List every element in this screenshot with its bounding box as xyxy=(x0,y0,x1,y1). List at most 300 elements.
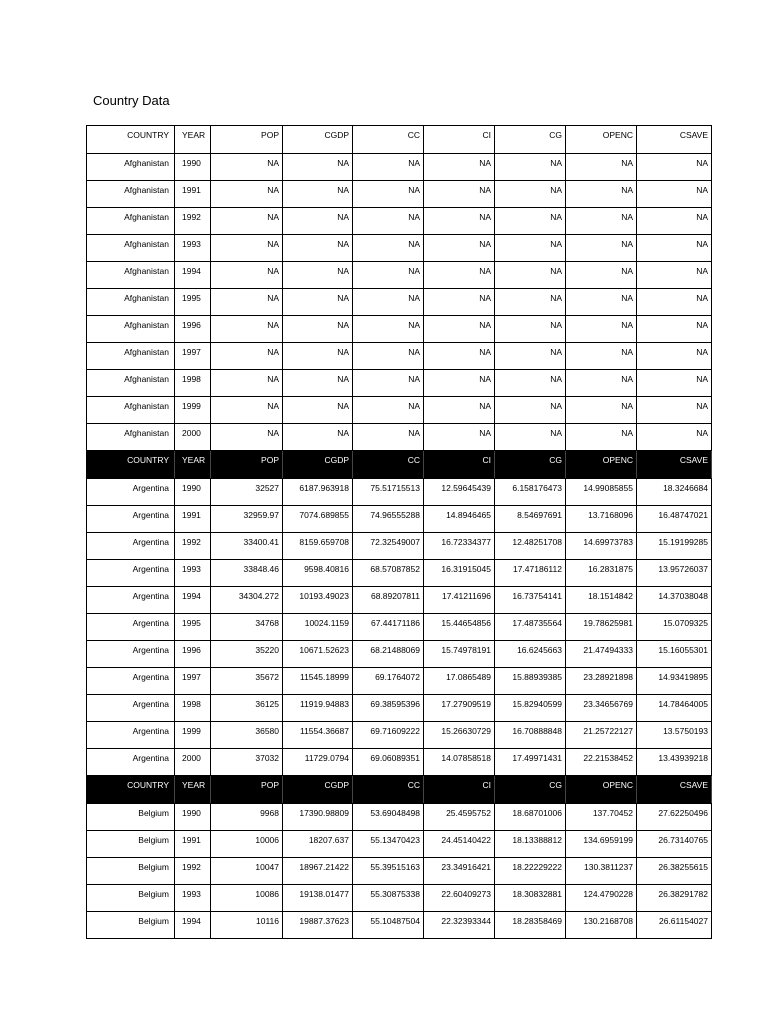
table-cell: 1996 xyxy=(175,316,211,343)
table-cell: NA xyxy=(424,181,495,208)
table-row xyxy=(87,912,712,939)
table-cell: NA xyxy=(211,316,283,343)
table-cell: 11729.0794 xyxy=(283,749,353,776)
table-cell: 75.51715513 xyxy=(353,479,424,506)
table-cell: 26.61154027 xyxy=(637,912,712,939)
table-cell: NA xyxy=(283,397,353,424)
table-cell: 26.38291782 xyxy=(637,885,712,912)
table-cell: 17.27909519 xyxy=(424,695,495,722)
table-row xyxy=(87,587,712,614)
column-header: COUNTRY xyxy=(87,776,175,804)
column-header: OPENC xyxy=(566,776,637,804)
table-cell: NA xyxy=(566,181,637,208)
table-cell: 1993 xyxy=(175,560,211,587)
table-cell: 69.71609222 xyxy=(353,722,424,749)
table-cell: 16.72334377 xyxy=(424,533,495,560)
table-cell: 27.62250496 xyxy=(637,804,712,831)
table-cell: 10006 xyxy=(211,831,283,858)
table-row xyxy=(87,804,712,831)
column-header: CGDP xyxy=(283,126,353,154)
table-cell: 1992 xyxy=(175,533,211,560)
table-cell: 23.34916421 xyxy=(424,858,495,885)
table-cell: 16.70888848 xyxy=(495,722,566,749)
table-row xyxy=(87,424,712,451)
table-cell: NA xyxy=(353,397,424,424)
table-cell: 1998 xyxy=(175,695,211,722)
table-cell: Argentina xyxy=(87,533,175,560)
table-cell: 16.48747021 xyxy=(637,506,712,533)
table-cell: 23.28921898 xyxy=(566,668,637,695)
table-cell: NA xyxy=(566,343,637,370)
table-cell: 8159.659708 xyxy=(283,533,353,560)
table-cell: Afghanistan xyxy=(87,370,175,397)
column-header: CSAVE xyxy=(637,451,712,479)
table-cell: NA xyxy=(424,343,495,370)
table-cell: NA xyxy=(637,397,712,424)
table-cell: Afghanistan xyxy=(87,343,175,370)
table-cell: 1993 xyxy=(175,235,211,262)
table-cell: 23.34656769 xyxy=(566,695,637,722)
table-cell: Afghanistan xyxy=(87,208,175,235)
table-cell: Afghanistan xyxy=(87,181,175,208)
table-cell: NA xyxy=(353,208,424,235)
table-cell: NA xyxy=(637,289,712,316)
table-cell: NA xyxy=(211,370,283,397)
table-cell: 15.19199285 xyxy=(637,533,712,560)
table-cell: 16.2831875 xyxy=(566,560,637,587)
table-cell: 18.30832881 xyxy=(495,885,566,912)
table-cell: 14.69973783 xyxy=(566,533,637,560)
table-cell: 2000 xyxy=(175,749,211,776)
table-cell: 55.13470423 xyxy=(353,831,424,858)
table-cell: 10086 xyxy=(211,885,283,912)
table-cell: Argentina xyxy=(87,479,175,506)
table-cell: NA xyxy=(637,370,712,397)
table-row xyxy=(87,262,712,289)
table-row xyxy=(87,533,712,560)
table-row xyxy=(87,154,712,181)
table-cell: 18.1514842 xyxy=(566,587,637,614)
table-cell: Argentina xyxy=(87,587,175,614)
table-cell: 16.31915045 xyxy=(424,560,495,587)
table-cell: 14.07858518 xyxy=(424,749,495,776)
table-cell: NA xyxy=(353,181,424,208)
table-cell: NA xyxy=(424,289,495,316)
table-cell: 10671.52623 xyxy=(283,641,353,668)
page-title: Country Data xyxy=(93,93,170,108)
table-cell: 19.78625981 xyxy=(566,614,637,641)
column-header: COUNTRY xyxy=(87,451,175,479)
table-cell: 1991 xyxy=(175,506,211,533)
table-cell: Argentina xyxy=(87,722,175,749)
column-header: CG xyxy=(495,776,566,804)
table-cell: Argentina xyxy=(87,749,175,776)
table-cell: 33400.41 xyxy=(211,533,283,560)
table-cell: 67.44171186 xyxy=(353,614,424,641)
table-row xyxy=(87,370,712,397)
table-cell: NA xyxy=(495,154,566,181)
table-row xyxy=(87,614,712,641)
table-cell: NA xyxy=(566,424,637,451)
table-cell: 17.0865489 xyxy=(424,668,495,695)
table-cell: NA xyxy=(353,154,424,181)
table-cell: 6187.963918 xyxy=(283,479,353,506)
table-cell: NA xyxy=(283,343,353,370)
table-cell: NA xyxy=(637,208,712,235)
table-row xyxy=(87,506,712,533)
table-row xyxy=(87,885,712,912)
table-cell: 1995 xyxy=(175,289,211,316)
table-cell: 18207.637 xyxy=(283,831,353,858)
table-cell: NA xyxy=(424,316,495,343)
table-header-row xyxy=(87,776,712,804)
table-cell: 74.96555288 xyxy=(353,506,424,533)
column-header: CSAVE xyxy=(637,126,712,154)
table-cell: NA xyxy=(283,262,353,289)
table-cell: 21.25722127 xyxy=(566,722,637,749)
table-cell: NA xyxy=(283,154,353,181)
table-cell: 37032 xyxy=(211,749,283,776)
table-row xyxy=(87,668,712,695)
table-cell: 68.21488069 xyxy=(353,641,424,668)
table-cell: 7074.689855 xyxy=(283,506,353,533)
table-cell: 17.49971431 xyxy=(495,749,566,776)
table-header-row xyxy=(87,126,712,154)
table-cell: 35220 xyxy=(211,641,283,668)
table-cell: Argentina xyxy=(87,695,175,722)
table-cell: 1992 xyxy=(175,858,211,885)
table-cell: 14.8946465 xyxy=(424,506,495,533)
table-cell: 1994 xyxy=(175,262,211,289)
table-cell: 16.73754141 xyxy=(495,587,566,614)
table-cell: 14.93419895 xyxy=(637,668,712,695)
column-header: CG xyxy=(495,451,566,479)
table-cell: Argentina xyxy=(87,641,175,668)
table-cell: Afghanistan xyxy=(87,424,175,451)
table-header-row xyxy=(87,451,712,479)
table-cell: 18967.21422 xyxy=(283,858,353,885)
table-cell: NA xyxy=(495,316,566,343)
column-header: CGDP xyxy=(283,451,353,479)
table-cell: 15.88939385 xyxy=(495,668,566,695)
column-header: CI xyxy=(424,776,495,804)
table-cell: NA xyxy=(424,397,495,424)
table-cell: 1996 xyxy=(175,641,211,668)
table-cell: 13.7168096 xyxy=(566,506,637,533)
table-cell: NA xyxy=(495,208,566,235)
table-cell: 11554.36687 xyxy=(283,722,353,749)
column-header: POP xyxy=(211,126,283,154)
table-row xyxy=(87,560,712,587)
table-cell: 35672 xyxy=(211,668,283,695)
table-cell: 12.59645439 xyxy=(424,479,495,506)
table-cell: NA xyxy=(637,424,712,451)
table-cell: Afghanistan xyxy=(87,289,175,316)
table-cell: 18.28358469 xyxy=(495,912,566,939)
table-cell: 130.3811237 xyxy=(566,858,637,885)
table-cell: 13.5750193 xyxy=(637,722,712,749)
table-cell: NA xyxy=(211,397,283,424)
table-cell: NA xyxy=(566,316,637,343)
table-cell: 14.78464005 xyxy=(637,695,712,722)
table-cell: 10047 xyxy=(211,858,283,885)
table-row xyxy=(87,289,712,316)
table-cell: 13.95726037 xyxy=(637,560,712,587)
table-cell: 69.1764072 xyxy=(353,668,424,695)
table-row xyxy=(87,181,712,208)
table-cell: NA xyxy=(495,262,566,289)
table-cell: 1998 xyxy=(175,370,211,397)
table-cell: 1992 xyxy=(175,208,211,235)
column-header: YEAR xyxy=(175,776,211,804)
table-cell: NA xyxy=(353,370,424,397)
table-cell: 1997 xyxy=(175,668,211,695)
table-cell: NA xyxy=(495,370,566,397)
table-cell: NA xyxy=(566,208,637,235)
table-cell: 16.6245663 xyxy=(495,641,566,668)
table-cell: 17.47186112 xyxy=(495,560,566,587)
table-cell: 24.45140422 xyxy=(424,831,495,858)
table-cell: NA xyxy=(211,289,283,316)
table-cell: Afghanistan xyxy=(87,154,175,181)
table-cell: NA xyxy=(353,289,424,316)
table-cell: 18.3246684 xyxy=(637,479,712,506)
table-cell: 15.16055301 xyxy=(637,641,712,668)
table-cell: 11919.94883 xyxy=(283,695,353,722)
table-cell: Argentina xyxy=(87,614,175,641)
table-cell: NA xyxy=(566,370,637,397)
table-cell: Belgium xyxy=(87,804,175,831)
table-cell: NA xyxy=(637,262,712,289)
table-cell: 11545.18999 xyxy=(283,668,353,695)
table-cell: Afghanistan xyxy=(87,235,175,262)
table-cell: NA xyxy=(211,235,283,262)
table-cell: NA xyxy=(353,316,424,343)
table-cell: 33848.46 xyxy=(211,560,283,587)
table-cell: NA xyxy=(637,316,712,343)
table-cell: 25.4595752 xyxy=(424,804,495,831)
table-cell: NA xyxy=(424,154,495,181)
table-cell: Argentina xyxy=(87,560,175,587)
table-cell: 1990 xyxy=(175,479,211,506)
table-row xyxy=(87,235,712,262)
table-cell: NA xyxy=(283,370,353,397)
table-cell: 36125 xyxy=(211,695,283,722)
table-cell: NA xyxy=(211,154,283,181)
table-cell: 32959.97 xyxy=(211,506,283,533)
table-row xyxy=(87,858,712,885)
table-cell: 15.26630729 xyxy=(424,722,495,749)
table-cell: NA xyxy=(283,208,353,235)
table-cell: Argentina xyxy=(87,668,175,695)
table-cell: 55.39515163 xyxy=(353,858,424,885)
table-cell: NA xyxy=(211,424,283,451)
table-cell: NA xyxy=(495,235,566,262)
table-cell: 32527 xyxy=(211,479,283,506)
table-cell: 8.54697691 xyxy=(495,506,566,533)
table-cell: NA xyxy=(495,181,566,208)
column-header: CI xyxy=(424,451,495,479)
table-cell: Afghanistan xyxy=(87,316,175,343)
table-cell: Belgium xyxy=(87,912,175,939)
table-cell: 34304.272 xyxy=(211,587,283,614)
table-cell: NA xyxy=(283,181,353,208)
table-cell: NA xyxy=(353,424,424,451)
column-header: POP xyxy=(211,776,283,804)
table-cell: 69.06089351 xyxy=(353,749,424,776)
table-cell: 137.70452 xyxy=(566,804,637,831)
table-cell: 17.48735564 xyxy=(495,614,566,641)
table-cell: NA xyxy=(353,343,424,370)
table-cell: 15.74978191 xyxy=(424,641,495,668)
table-cell: 72.32549007 xyxy=(353,533,424,560)
table-cell: NA xyxy=(424,235,495,262)
table-row xyxy=(87,641,712,668)
table-cell: 12.48251708 xyxy=(495,533,566,560)
table-cell: 1993 xyxy=(175,885,211,912)
table-cell: NA xyxy=(424,262,495,289)
column-header: CSAVE xyxy=(637,776,712,804)
table-cell: Belgium xyxy=(87,831,175,858)
table-cell: 14.37038048 xyxy=(637,587,712,614)
table-cell: 36580 xyxy=(211,722,283,749)
table-row xyxy=(87,722,712,749)
table-cell: 130.2168708 xyxy=(566,912,637,939)
table-cell: NA xyxy=(283,289,353,316)
table-cell: NA xyxy=(211,262,283,289)
table-cell: 53.69048498 xyxy=(353,804,424,831)
column-header: YEAR xyxy=(175,451,211,479)
table-cell: 55.30875338 xyxy=(353,885,424,912)
table-cell: 22.32393344 xyxy=(424,912,495,939)
table-cell: 68.89207811 xyxy=(353,587,424,614)
table-cell: NA xyxy=(283,424,353,451)
table-cell: NA xyxy=(637,181,712,208)
table-row xyxy=(87,479,712,506)
table-cell: 15.0709325 xyxy=(637,614,712,641)
table-cell: NA xyxy=(424,424,495,451)
table-cell: Afghanistan xyxy=(87,262,175,289)
table-row xyxy=(87,695,712,722)
column-header: CG xyxy=(495,126,566,154)
table-cell: 15.44654856 xyxy=(424,614,495,641)
table-cell: 10024.1159 xyxy=(283,614,353,641)
table-cell: NA xyxy=(495,343,566,370)
table-cell: NA xyxy=(566,262,637,289)
table-cell: 1999 xyxy=(175,722,211,749)
table-cell: 26.38255615 xyxy=(637,858,712,885)
table-cell: NA xyxy=(283,235,353,262)
table-cell: 55.10487504 xyxy=(353,912,424,939)
table-cell: NA xyxy=(353,235,424,262)
table-cell: 34768 xyxy=(211,614,283,641)
table-cell: NA xyxy=(566,397,637,424)
column-header: CGDP xyxy=(283,776,353,804)
table-cell: 134.6959199 xyxy=(566,831,637,858)
table-cell: 17.41211696 xyxy=(424,587,495,614)
table-cell: 6.158176473 xyxy=(495,479,566,506)
table-cell: NA xyxy=(495,289,566,316)
column-header: OPENC xyxy=(566,451,637,479)
table-cell: 10116 xyxy=(211,912,283,939)
table-cell: NA xyxy=(211,208,283,235)
table-cell: 69.38595396 xyxy=(353,695,424,722)
table-cell: 22.21538452 xyxy=(566,749,637,776)
table-cell: Afghanistan xyxy=(87,397,175,424)
table-cell: 1995 xyxy=(175,614,211,641)
table-row xyxy=(87,343,712,370)
table-cell: NA xyxy=(637,154,712,181)
table-cell: 21.47494333 xyxy=(566,641,637,668)
table-cell: NA xyxy=(211,343,283,370)
table-cell: 26.73140765 xyxy=(637,831,712,858)
table-cell: 14.99085855 xyxy=(566,479,637,506)
column-header: CC xyxy=(353,776,424,804)
table-cell: 9598.40816 xyxy=(283,560,353,587)
column-header: POP xyxy=(211,451,283,479)
table-cell: 1994 xyxy=(175,587,211,614)
table-cell: Argentina xyxy=(87,506,175,533)
table-cell: 1991 xyxy=(175,181,211,208)
table-cell: 13.43939218 xyxy=(637,749,712,776)
table-cell: 19887.37623 xyxy=(283,912,353,939)
table-cell: NA xyxy=(495,397,566,424)
table-cell: 19138.01477 xyxy=(283,885,353,912)
table-cell: NA xyxy=(211,181,283,208)
table-cell: 1999 xyxy=(175,397,211,424)
table-cell: NA xyxy=(283,316,353,343)
table-cell: NA xyxy=(637,343,712,370)
table-cell: 1991 xyxy=(175,831,211,858)
table-cell: NA xyxy=(424,370,495,397)
table-cell: 17390.98809 xyxy=(283,804,353,831)
column-header: COUNTRY xyxy=(87,126,175,154)
table-cell: NA xyxy=(566,154,637,181)
table-cell: 22.60409273 xyxy=(424,885,495,912)
table-cell: 124.4790228 xyxy=(566,885,637,912)
table-cell: NA xyxy=(424,208,495,235)
table-cell: 18.22229222 xyxy=(495,858,566,885)
table-cell: NA xyxy=(495,424,566,451)
table-cell: NA xyxy=(566,289,637,316)
table-cell: 2000 xyxy=(175,424,211,451)
table-cell: 15.82940599 xyxy=(495,695,566,722)
table-row xyxy=(87,316,712,343)
table-cell: NA xyxy=(353,262,424,289)
table-cell: Belgium xyxy=(87,858,175,885)
column-header: CI xyxy=(424,126,495,154)
table-cell: 9968 xyxy=(211,804,283,831)
column-header: OPENC xyxy=(566,126,637,154)
table-cell: 1990 xyxy=(175,804,211,831)
table-cell: 68.57087852 xyxy=(353,560,424,587)
table-cell: 18.68701006 xyxy=(495,804,566,831)
table-cell: 1997 xyxy=(175,343,211,370)
table-cell: 1994 xyxy=(175,912,211,939)
table-cell: 10193.49023 xyxy=(283,587,353,614)
column-header: CC xyxy=(353,126,424,154)
table-cell: NA xyxy=(566,235,637,262)
table-cell: 18.13388812 xyxy=(495,831,566,858)
column-header: YEAR xyxy=(175,126,211,154)
table-row xyxy=(87,831,712,858)
table-cell: NA xyxy=(637,235,712,262)
table-cell: Belgium xyxy=(87,885,175,912)
table-cell: 1990 xyxy=(175,154,211,181)
column-header: CC xyxy=(353,451,424,479)
table-row xyxy=(87,397,712,424)
country-data-table xyxy=(86,125,712,939)
